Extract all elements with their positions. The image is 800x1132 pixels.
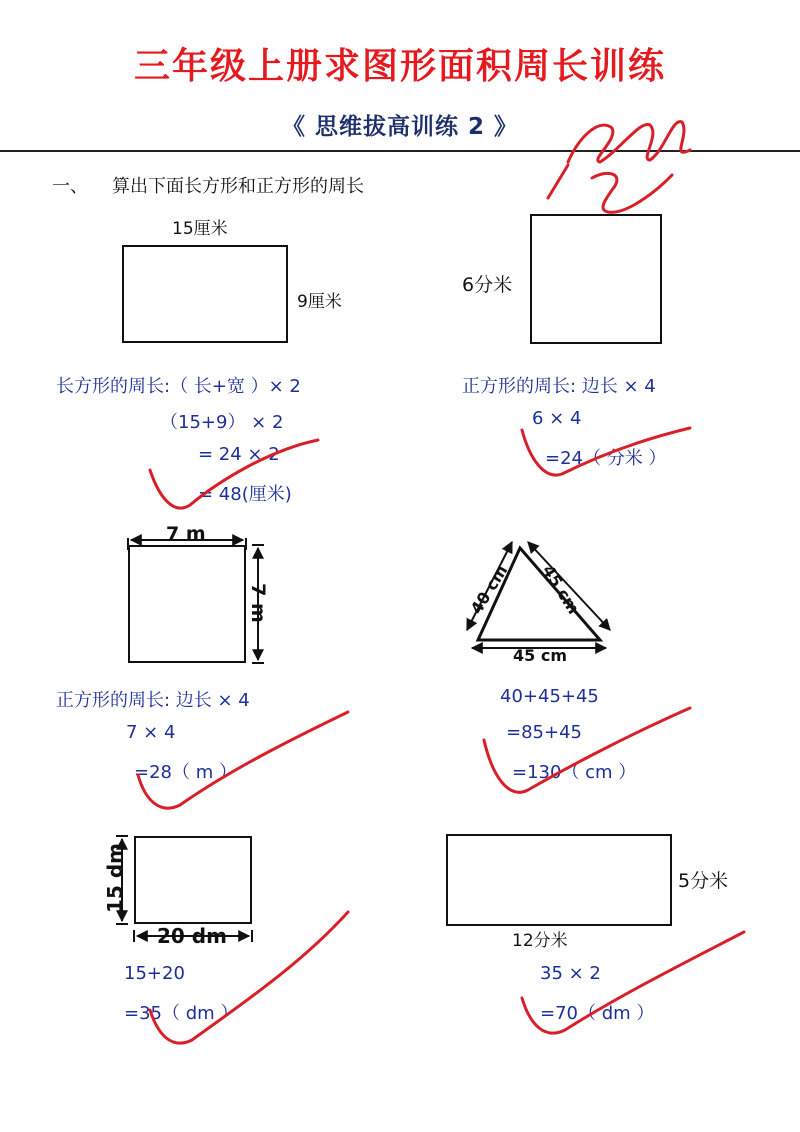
fig5-left-label: 15 dm: [102, 843, 127, 913]
a2-line-3: =24（ 分米 ）: [545, 448, 667, 469]
fig1-width-label: 15厘米: [172, 219, 228, 239]
fig5-bottom-label: 20 dm: [154, 924, 230, 948]
fig4-bottom-label: 45 cm: [510, 646, 570, 665]
fig4-triangle: [467, 542, 610, 648]
a4-line-2: =85+45: [506, 722, 582, 743]
a3-line-3: =28（ m ）: [134, 762, 237, 783]
a4-line-3: =130（ cm ）: [512, 762, 637, 783]
a6-line-2: =70（ dm ）: [540, 1003, 655, 1024]
a3-line-2: 7 × 4: [126, 722, 176, 743]
check-marks: [138, 428, 744, 1043]
a3-line-1: 正方形的周长: 边长 × 4: [56, 690, 250, 711]
fig1-height-label: 9厘米: [297, 292, 342, 312]
fig6-right-label: 5分米: [678, 870, 729, 892]
a2-line-1: 正方形的周长: 边长 × 4: [462, 376, 656, 397]
fig3-right-label: 7 m: [246, 583, 269, 623]
a2-line-2: 6 × 4: [532, 408, 582, 429]
page-title: 三年级上册求图形面积周长训练: [133, 46, 666, 87]
a1-line-3: = 24 × 2: [198, 444, 280, 465]
fig4-left-label: 40 cm: [466, 561, 512, 618]
a4-line-1: 40+45+45: [500, 686, 599, 707]
a1-line-2: （15+9） × 2: [160, 412, 284, 433]
page-subtitle: 《 思维拔高训练 2 》: [281, 114, 519, 140]
section-instruction: 算出下面长方形和正方形的周长: [112, 176, 364, 197]
a1-line-4: = 48(厘米): [198, 484, 292, 505]
a5-line-2: =35（ dm ）: [124, 1003, 239, 1024]
fig6-bottom-label: 12分米: [512, 931, 568, 951]
dimension-lines: [116, 538, 264, 942]
a5-line-1: 15+20: [124, 963, 185, 984]
fig2-side-label: 6分米: [462, 274, 513, 296]
section-number: 一、: [52, 176, 88, 197]
corner-handwriting-icon: [548, 122, 690, 213]
fig4-right-label: 45 cm: [538, 561, 584, 618]
a1-line-1: 长方形的周长:（ 长+宽 ）× 2: [56, 376, 301, 397]
a6-line-1: 35 × 2: [540, 963, 601, 984]
fig3-top-label: 7 m: [166, 523, 206, 545]
